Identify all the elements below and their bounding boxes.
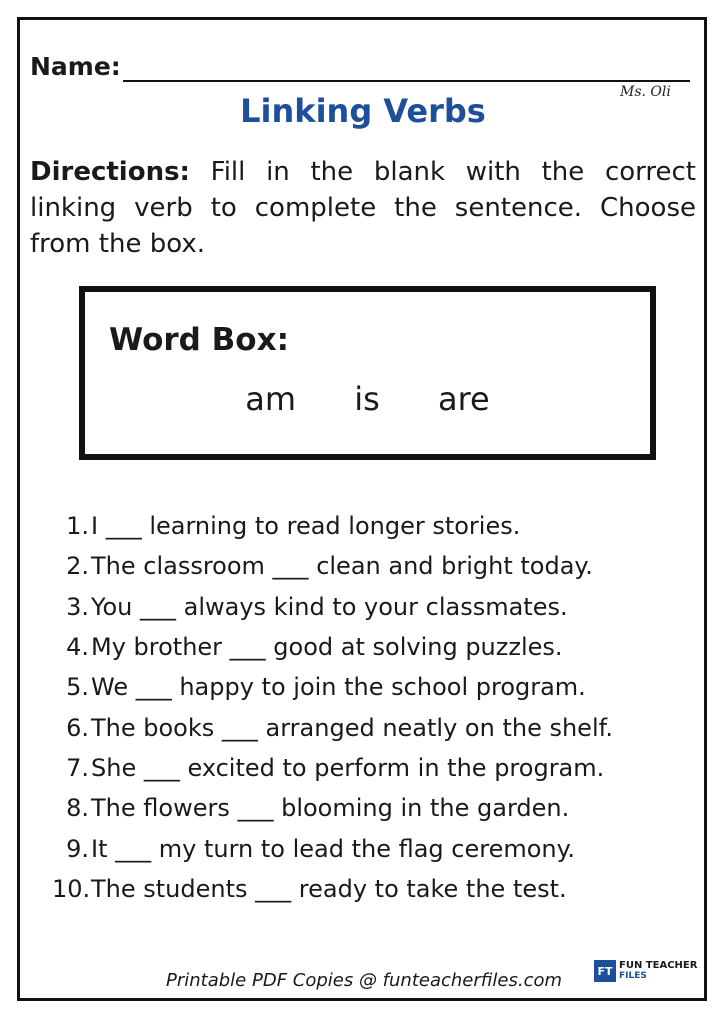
sentence-text: She ___ excited to perform in the program. (91, 753, 605, 782)
directions (30, 154, 696, 262)
sentence-item (52, 869, 702, 909)
logo-mark-icon: FT (594, 960, 616, 982)
author-signature: Ms. Oli (620, 84, 671, 100)
sentence-text: The classroom ___ clean and bright today. (91, 552, 593, 581)
sentence-number: 8. (66, 794, 89, 823)
sentence-item (52, 707, 702, 747)
sentence-text: I ___ learning to read longer stories. (91, 512, 521, 541)
sentence-text: The flowers ___ blooming in the garden. (91, 794, 570, 823)
footer-note: Printable PDF Copies @ funteacherfiles.com (166, 970, 563, 991)
sentence-item (52, 587, 702, 627)
sentence-text: You ___ always kind to your classmates. (91, 592, 568, 621)
sentence-item (52, 748, 702, 788)
name-label: Name: (30, 52, 121, 81)
sentence-number: 3. (66, 592, 89, 621)
logo-line2: FILES (619, 971, 647, 981)
sentence-item (52, 546, 702, 586)
brand-logo (594, 960, 697, 982)
sentence-item (52, 788, 702, 828)
sentence-number: 5. (66, 673, 89, 702)
sentence-list (52, 506, 702, 909)
sentence-item (52, 667, 702, 707)
worksheet-title: Linking Verbs (240, 92, 486, 130)
directions-text: Fill in the blank with the correct linking verb to complete the sentence. Choose from the box. (30, 157, 696, 259)
sentence-item (52, 627, 702, 667)
sentence-item (52, 506, 702, 546)
word-box-title: Word Box: (109, 322, 289, 358)
sentence-text: The books ___ arranged neatly on the shelf. (91, 713, 613, 742)
sentence-text: It ___ my turn to lead the flag ceremony. (91, 834, 576, 863)
logo-line1: FUN TEACHER (619, 960, 698, 971)
sentence-text: We ___ happy to join the school program. (91, 673, 586, 702)
word-option: is (354, 380, 380, 418)
sentence-item (52, 828, 702, 868)
sentence-number: 10. (52, 874, 91, 903)
sentence-number: 9. (66, 834, 89, 863)
name-row (30, 48, 690, 82)
sentence-number: 1. (66, 512, 89, 541)
sentence-text: My brother ___ good at solving puzzles. (91, 633, 563, 662)
word-option: am (245, 380, 297, 418)
word-box-words (85, 380, 650, 418)
word-box (79, 286, 656, 460)
sentence-number: 2. (66, 552, 89, 581)
directions-label: Directions: (30, 157, 190, 187)
sentence-number: 4. (66, 633, 89, 662)
word-option: are (437, 380, 490, 418)
sentence-number: 7. (66, 753, 89, 782)
name-blank-line (123, 54, 690, 82)
logo-wordmark (619, 960, 697, 982)
sentence-number: 6. (66, 713, 89, 742)
sentence-text: The students ___ ready to take the test. (91, 874, 567, 903)
